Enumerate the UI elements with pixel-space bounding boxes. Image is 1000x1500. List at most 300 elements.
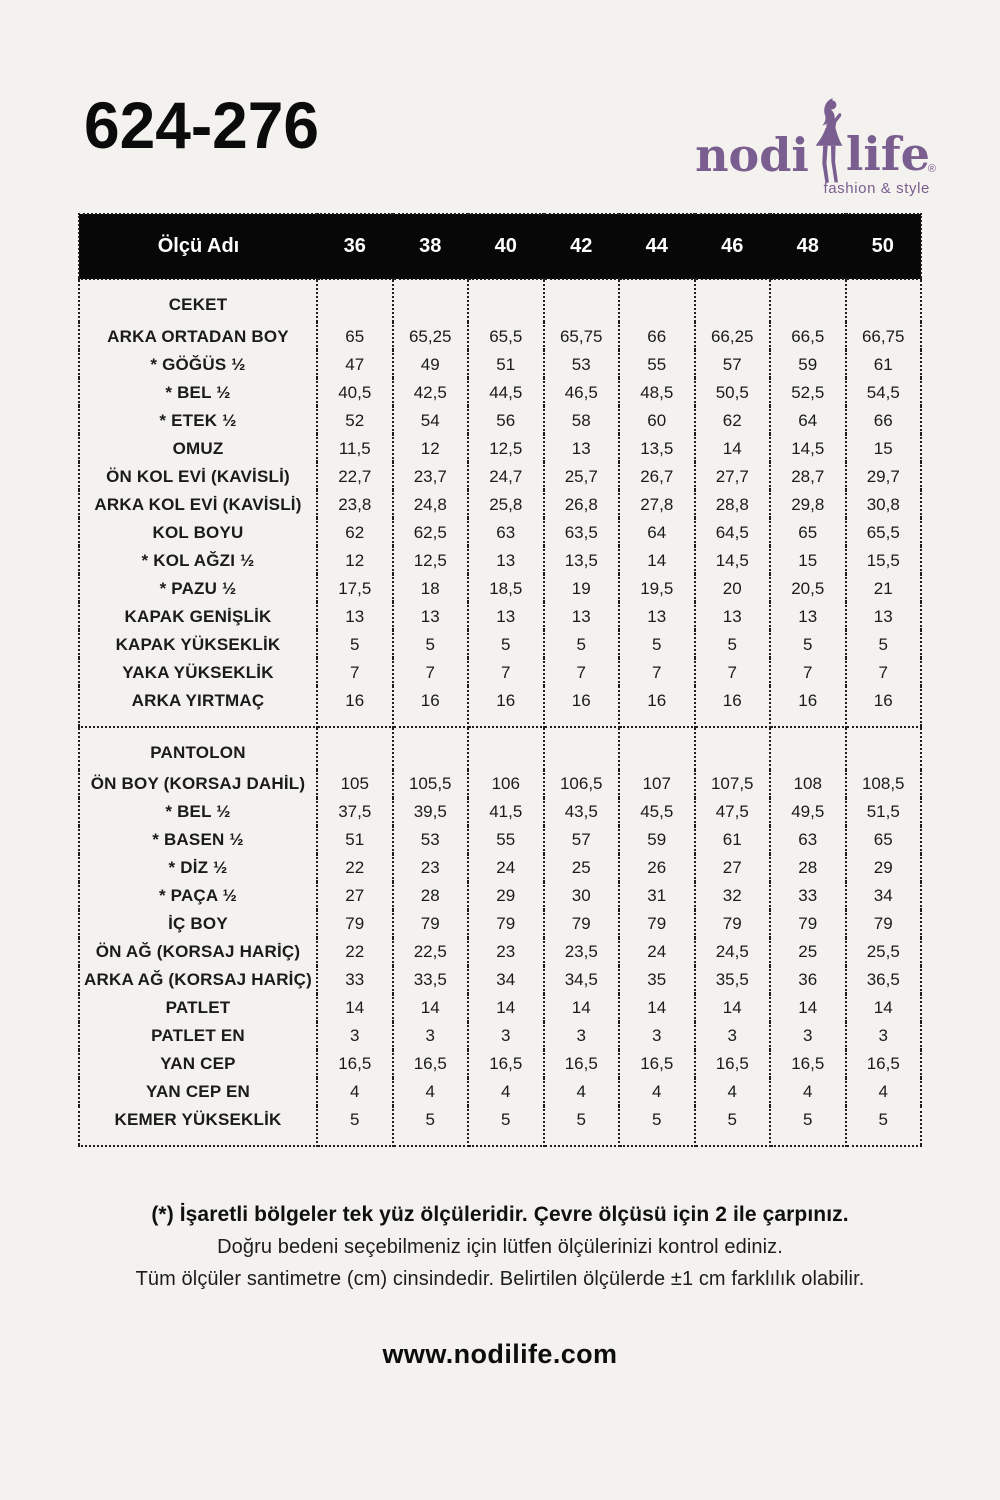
cell-value: 48,5 <box>619 378 695 406</box>
cell-value: 23,7 <box>393 462 469 490</box>
cell-value: 60 <box>619 406 695 434</box>
table-row <box>79 854 921 882</box>
cell-value: 106 <box>468 770 544 798</box>
cell-value: 65,5 <box>866 522 900 542</box>
brand-logo-wordmark <box>695 96 936 183</box>
website-url: www.nodilife.com <box>382 1339 618 1369</box>
cell-value: 43,5 <box>544 798 620 826</box>
empty-cell <box>619 279 695 322</box>
cell-value: 30 <box>544 882 620 910</box>
cell-value: 5 <box>317 630 393 658</box>
cell-value: 12 <box>393 434 469 462</box>
empty-cell <box>544 279 620 322</box>
size-column-header: 50 <box>846 214 922 279</box>
cell-value: 62,5 <box>393 518 469 546</box>
cell-value: 58 <box>544 406 620 434</box>
cell-value: 27,7 <box>695 462 771 490</box>
cell-value: 15 <box>873 438 893 458</box>
cell-value: 29 <box>873 858 893 877</box>
empty-cell <box>317 727 393 770</box>
table-row <box>79 546 921 574</box>
cell-value: 79 <box>770 910 846 938</box>
row-label: ÖN KOL EVİ (KAVİSLİ) <box>79 462 317 490</box>
cell-value: 20,5 <box>770 574 846 602</box>
cell-value: 5 <box>619 1106 695 1147</box>
cell-value: 108,5 <box>861 774 905 793</box>
row-label: * PAÇA ½ <box>79 882 317 910</box>
measure-name-header: Ölçü Adı <box>79 214 317 279</box>
cell-value: 24,8 <box>393 490 469 518</box>
cell-value: 63,5 <box>544 518 620 546</box>
empty-cell <box>468 727 544 770</box>
empty-cell <box>393 279 469 322</box>
cell-value: 23 <box>393 854 469 882</box>
cell-value: 12 <box>317 546 393 574</box>
cell-value: 7 <box>544 658 620 686</box>
cell-value: 28,7 <box>770 462 846 490</box>
cell-value: 18 <box>393 574 469 602</box>
cell-value: 62 <box>317 518 393 546</box>
empty-cell <box>770 727 846 770</box>
size-table-body <box>79 279 921 1146</box>
cell-value: 79 <box>317 910 393 938</box>
cell-value: 65 <box>317 322 393 350</box>
cell-value: 65 <box>873 830 893 849</box>
cell-value: 16,5 <box>317 1050 393 1078</box>
cell-value: 13 <box>619 602 695 630</box>
size-table-header <box>79 214 921 279</box>
table-row <box>79 966 921 994</box>
cell-value: 23,8 <box>317 490 393 518</box>
cell-value: 65,75 <box>544 322 620 350</box>
cell-value: 64,5 <box>695 518 771 546</box>
size-column-header: 36 <box>317 214 393 279</box>
row-label: * KOL AĞZI ½ <box>79 546 317 574</box>
row-label: OMUZ <box>79 434 317 462</box>
cell-value: 79 <box>468 910 544 938</box>
cell-value: 24 <box>468 854 544 882</box>
cell-value: 5 <box>619 630 695 658</box>
cell-value: 5 <box>393 630 469 658</box>
table-row <box>79 686 921 727</box>
cell-value: 35,5 <box>695 966 771 994</box>
cell-value: 14 <box>544 994 620 1022</box>
cell-value: 24,7 <box>468 462 544 490</box>
cell-value: 79 <box>873 914 893 933</box>
cell-value: 36 <box>770 966 846 994</box>
cell-value: 3 <box>317 1022 393 1050</box>
cell-value: 50,5 <box>695 378 771 406</box>
cell-value: 37,5 <box>317 798 393 826</box>
cell-value: 28 <box>770 854 846 882</box>
model-number: 624-276 <box>84 88 319 162</box>
cell-value: 49,5 <box>770 798 846 826</box>
cell-value: 51 <box>468 350 544 378</box>
cell-value: 36,5 <box>866 970 900 989</box>
cell-value: 16 <box>317 686 393 727</box>
cell-value: 25 <box>770 938 846 966</box>
table-row <box>79 322 921 350</box>
cell-value: 7 <box>393 658 469 686</box>
cell-value: 3 <box>468 1022 544 1050</box>
cell-value: 21 <box>873 578 893 598</box>
cell-value: 25 <box>544 854 620 882</box>
row-label: ÖN AĞ (KORSAJ HARİÇ) <box>79 938 317 966</box>
cell-value: 27,8 <box>619 490 695 518</box>
cell-value: 47 <box>317 350 393 378</box>
cell-value: 13 <box>695 602 771 630</box>
woman-silhouette-icon <box>812 96 845 188</box>
cell-value: 16,5 <box>770 1050 846 1078</box>
cell-value: 30,8 <box>866 494 900 514</box>
cell-value: 3 <box>695 1022 771 1050</box>
size-column-header: 40 <box>468 214 544 279</box>
empty-cell <box>317 279 393 322</box>
cell-value: 59 <box>770 350 846 378</box>
row-label: ÖN BOY (KORSAJ DAHİL) <box>79 770 317 798</box>
table-row <box>79 1050 921 1078</box>
row-label: YAN CEP <box>79 1050 317 1078</box>
cell-value: 3 <box>770 1022 846 1050</box>
brand-logo <box>695 96 936 197</box>
cell-value: 24 <box>619 938 695 966</box>
table-row <box>79 630 921 658</box>
cell-value: 23,5 <box>544 938 620 966</box>
cell-value: 105,5 <box>393 770 469 798</box>
cell-value: 51,5 <box>866 802 900 821</box>
cell-value: 13,5 <box>619 434 695 462</box>
row-label: * ETEK ½ <box>79 406 317 434</box>
table-row <box>79 770 921 798</box>
cell-value: 7 <box>770 658 846 686</box>
table-header-row <box>79 214 921 279</box>
table-row <box>79 602 921 630</box>
cell-value: 108 <box>770 770 846 798</box>
cell-value: 25,5 <box>866 942 900 961</box>
cell-value: 66,25 <box>695 322 771 350</box>
cell-value: 16 <box>393 686 469 727</box>
cell-value: 16 <box>468 686 544 727</box>
cell-value: 65 <box>770 518 846 546</box>
cell-value: 66 <box>619 322 695 350</box>
cell-value: 39,5 <box>393 798 469 826</box>
cell-value: 17,5 <box>317 574 393 602</box>
cell-value: 42,5 <box>393 378 469 406</box>
cell-value: 31 <box>619 882 695 910</box>
footnotes <box>0 1203 1000 1291</box>
cell-value: 16,5 <box>468 1050 544 1078</box>
size-column-header: 44 <box>619 214 695 279</box>
cell-value: 13 <box>468 602 544 630</box>
cell-value: 22,5 <box>393 938 469 966</box>
row-label: İÇ BOY <box>79 910 317 938</box>
logo-word-left: nodi <box>695 128 809 183</box>
cell-value: 12,5 <box>393 546 469 574</box>
section-title-row <box>79 279 921 322</box>
table-row <box>79 938 921 966</box>
cell-value: 16,5 <box>695 1050 771 1078</box>
empty-cell <box>846 727 922 770</box>
size-column-header: 48 <box>770 214 846 279</box>
cell-value: 14 <box>770 994 846 1022</box>
row-label: * PAZU ½ <box>79 574 317 602</box>
logo-word-right: life® <box>845 127 936 182</box>
logo-tagline: fashion & style <box>823 180 930 197</box>
registered-trademark-icon: ® <box>927 163 936 176</box>
cell-value: 66 <box>873 410 893 430</box>
cell-value: 28 <box>393 882 469 910</box>
cell-value: 53 <box>393 826 469 854</box>
cell-value: 5 <box>468 1106 544 1147</box>
section-title: PANTOLON <box>79 727 317 770</box>
cell-value: 14 <box>317 994 393 1022</box>
cell-value: 4 <box>393 1078 469 1106</box>
cell-value: 3 <box>619 1022 695 1050</box>
cell-value: 79 <box>393 910 469 938</box>
cell-value: 63 <box>468 518 544 546</box>
cell-value: 14,5 <box>770 434 846 462</box>
table-row <box>79 1078 921 1106</box>
table-row <box>79 406 921 434</box>
table-row <box>79 826 921 854</box>
footnote-check-size: Doğru bedeni seçebilmeniz için lütfen ölçülerinizi kontrol ediniz. <box>217 1236 783 1258</box>
cell-value: 5 <box>846 1106 922 1147</box>
table-row <box>79 1106 921 1147</box>
cell-value: 34 <box>873 886 893 905</box>
page-header <box>0 0 1000 197</box>
row-label: YAN CEP EN <box>79 1078 317 1106</box>
cell-value: 16,5 <box>866 1054 900 1073</box>
cell-value: 25,7 <box>544 462 620 490</box>
cell-value: 54 <box>393 406 469 434</box>
cell-value: 52,5 <box>770 378 846 406</box>
empty-cell <box>770 279 846 322</box>
cell-value: 105 <box>317 770 393 798</box>
cell-value: 13 <box>873 606 893 626</box>
cell-value: 5 <box>878 634 888 654</box>
cell-value: 55 <box>619 350 695 378</box>
cell-value: 22 <box>317 938 393 966</box>
cell-value: 22,7 <box>317 462 393 490</box>
row-label: YAKA YÜKSEKLİK <box>79 658 317 686</box>
cell-value: 7 <box>468 658 544 686</box>
footnote-asterisk: (*) İşaretli bölgeler tek yüz ölçüleridir. Çevre ölçüsü için 2 ile çarpınız. <box>151 1203 849 1226</box>
cell-value: 19 <box>544 574 620 602</box>
cell-value: 25,8 <box>468 490 544 518</box>
cell-value: 64 <box>770 406 846 434</box>
size-table <box>78 213 922 1147</box>
cell-value: 16 <box>544 686 620 727</box>
cell-value: 57 <box>544 826 620 854</box>
cell-value: 5 <box>695 630 771 658</box>
footnote-cm-tolerance: Tüm ölçüler santimetre (cm) cinsindedir. Belirtilen ölçülerde ±1 cm farklılık olabilir. <box>135 1268 865 1290</box>
row-label: * BASEN ½ <box>79 826 317 854</box>
cell-value: 29 <box>468 882 544 910</box>
cell-value: 4 <box>619 1078 695 1106</box>
cell-value: 51 <box>317 826 393 854</box>
cell-value: 14 <box>873 998 893 1017</box>
cell-value: 13 <box>544 602 620 630</box>
cell-value: 41,5 <box>468 798 544 826</box>
cell-value: 26,7 <box>619 462 695 490</box>
cell-value: 22 <box>317 854 393 882</box>
row-label: * DİZ ½ <box>79 854 317 882</box>
row-label: KAPAK YÜKSEKLİK <box>79 630 317 658</box>
cell-value: 16 <box>619 686 695 727</box>
cell-value: 63 <box>770 826 846 854</box>
size-column-header: 46 <box>695 214 771 279</box>
row-label: PATLET <box>79 994 317 1022</box>
cell-value: 18,5 <box>468 574 544 602</box>
table-row <box>79 434 921 462</box>
cell-value: 24,5 <box>695 938 771 966</box>
cell-value: 14 <box>619 994 695 1022</box>
cell-value: 55 <box>468 826 544 854</box>
table-row <box>79 658 921 686</box>
cell-value: 33 <box>317 966 393 994</box>
cell-value: 46,5 <box>544 378 620 406</box>
cell-value: 16 <box>846 686 922 727</box>
row-label: KEMER YÜKSEKLİK <box>79 1106 317 1147</box>
table-row <box>79 910 921 938</box>
cell-value: 13,5 <box>544 546 620 574</box>
cell-value: 33 <box>770 882 846 910</box>
row-label: * GÖĞÜS ½ <box>79 350 317 378</box>
cell-value: 14 <box>695 994 771 1022</box>
row-label: * BEL ½ <box>79 798 317 826</box>
cell-value: 5 <box>393 1106 469 1147</box>
cell-value: 53 <box>544 350 620 378</box>
table-row <box>79 462 921 490</box>
cell-value: 34 <box>468 966 544 994</box>
empty-cell <box>846 279 922 322</box>
cell-value: 33,5 <box>393 966 469 994</box>
table-row <box>79 882 921 910</box>
row-label: ARKA KOL EVİ (KAVİSLİ) <box>79 490 317 518</box>
cell-value: 14 <box>468 994 544 1022</box>
table-row <box>79 378 921 406</box>
empty-cell <box>619 727 695 770</box>
cell-value: 5 <box>468 630 544 658</box>
row-label: KAPAK GENİŞLİK <box>79 602 317 630</box>
cell-value: 4 <box>695 1078 771 1106</box>
table-row <box>79 798 921 826</box>
size-column-header: 42 <box>544 214 620 279</box>
cell-value: 57 <box>695 350 771 378</box>
cell-value: 13 <box>393 602 469 630</box>
cell-value: 62 <box>695 406 771 434</box>
cell-value: 7 <box>317 658 393 686</box>
cell-value: 3 <box>544 1022 620 1050</box>
cell-value: 5 <box>544 1106 620 1147</box>
cell-value: 15,5 <box>866 550 900 570</box>
cell-value: 52 <box>317 406 393 434</box>
section-title: CEKET <box>79 279 317 322</box>
cell-value: 19,5 <box>619 574 695 602</box>
cell-value: 16 <box>695 686 771 727</box>
cell-value: 11,5 <box>317 434 393 462</box>
cell-value: 59 <box>619 826 695 854</box>
cell-value: 45,5 <box>619 798 695 826</box>
cell-value: 4 <box>468 1078 544 1106</box>
cell-value: 16,5 <box>393 1050 469 1078</box>
cell-value: 79 <box>619 910 695 938</box>
cell-value: 64 <box>619 518 695 546</box>
cell-value: 7 <box>619 658 695 686</box>
cell-value: 40,5 <box>317 378 393 406</box>
cell-value: 61 <box>873 354 893 374</box>
cell-value: 56 <box>468 406 544 434</box>
cell-value: 29,7 <box>866 466 900 486</box>
cell-value: 32 <box>695 882 771 910</box>
cell-value: 14,5 <box>695 546 771 574</box>
empty-cell <box>544 727 620 770</box>
cell-value: 26,8 <box>544 490 620 518</box>
cell-value: 3 <box>393 1022 469 1050</box>
cell-value: 16,5 <box>619 1050 695 1078</box>
cell-value: 65,25 <box>393 322 469 350</box>
cell-value: 34,5 <box>544 966 620 994</box>
cell-value: 15 <box>770 546 846 574</box>
cell-value: 4 <box>770 1078 846 1106</box>
row-label: ARKA YIRTMAÇ <box>79 686 317 727</box>
section-title-row <box>79 727 921 770</box>
cell-value: 7 <box>695 658 771 686</box>
cell-value: 49 <box>393 350 469 378</box>
cell-value: 16,5 <box>544 1050 620 1078</box>
cell-value: 27 <box>695 854 771 882</box>
table-row <box>79 350 921 378</box>
cell-value: 107 <box>619 770 695 798</box>
row-label: ARKA AĞ (KORSAJ HARİÇ) <box>79 966 317 994</box>
cell-value: 13 <box>770 602 846 630</box>
cell-value: 4 <box>544 1078 620 1106</box>
cell-value: 65,5 <box>468 322 544 350</box>
cell-value: 35 <box>619 966 695 994</box>
cell-value: 14 <box>619 546 695 574</box>
cell-value: 5 <box>317 1106 393 1147</box>
cell-value: 107,5 <box>695 770 771 798</box>
cell-value: 14 <box>393 994 469 1022</box>
cell-value: 13 <box>468 546 544 574</box>
row-label: PATLET EN <box>79 1022 317 1050</box>
cell-value: 13 <box>317 602 393 630</box>
cell-value: 27 <box>317 882 393 910</box>
cell-value: 29,8 <box>770 490 846 518</box>
cell-value: 14 <box>695 434 771 462</box>
cell-value: 26 <box>619 854 695 882</box>
table-row <box>79 994 921 1022</box>
cell-value: 13 <box>544 434 620 462</box>
cell-value: 61 <box>695 826 771 854</box>
size-column-header: 38 <box>393 214 469 279</box>
cell-value: 7 <box>878 662 888 682</box>
cell-value: 5 <box>770 630 846 658</box>
cell-value: 5 <box>544 630 620 658</box>
empty-cell <box>468 279 544 322</box>
cell-value: 79 <box>544 910 620 938</box>
cell-value: 47,5 <box>695 798 771 826</box>
cell-value: 23 <box>468 938 544 966</box>
row-label: ARKA ORTADAN BOY <box>79 322 317 350</box>
cell-value: 16 <box>770 686 846 727</box>
cell-value: 54,5 <box>866 382 900 402</box>
cell-value: 5 <box>695 1106 771 1147</box>
table-row <box>79 518 921 546</box>
cell-value: 106,5 <box>544 770 620 798</box>
cell-value: 44,5 <box>468 378 544 406</box>
cell-value: 20 <box>695 574 771 602</box>
